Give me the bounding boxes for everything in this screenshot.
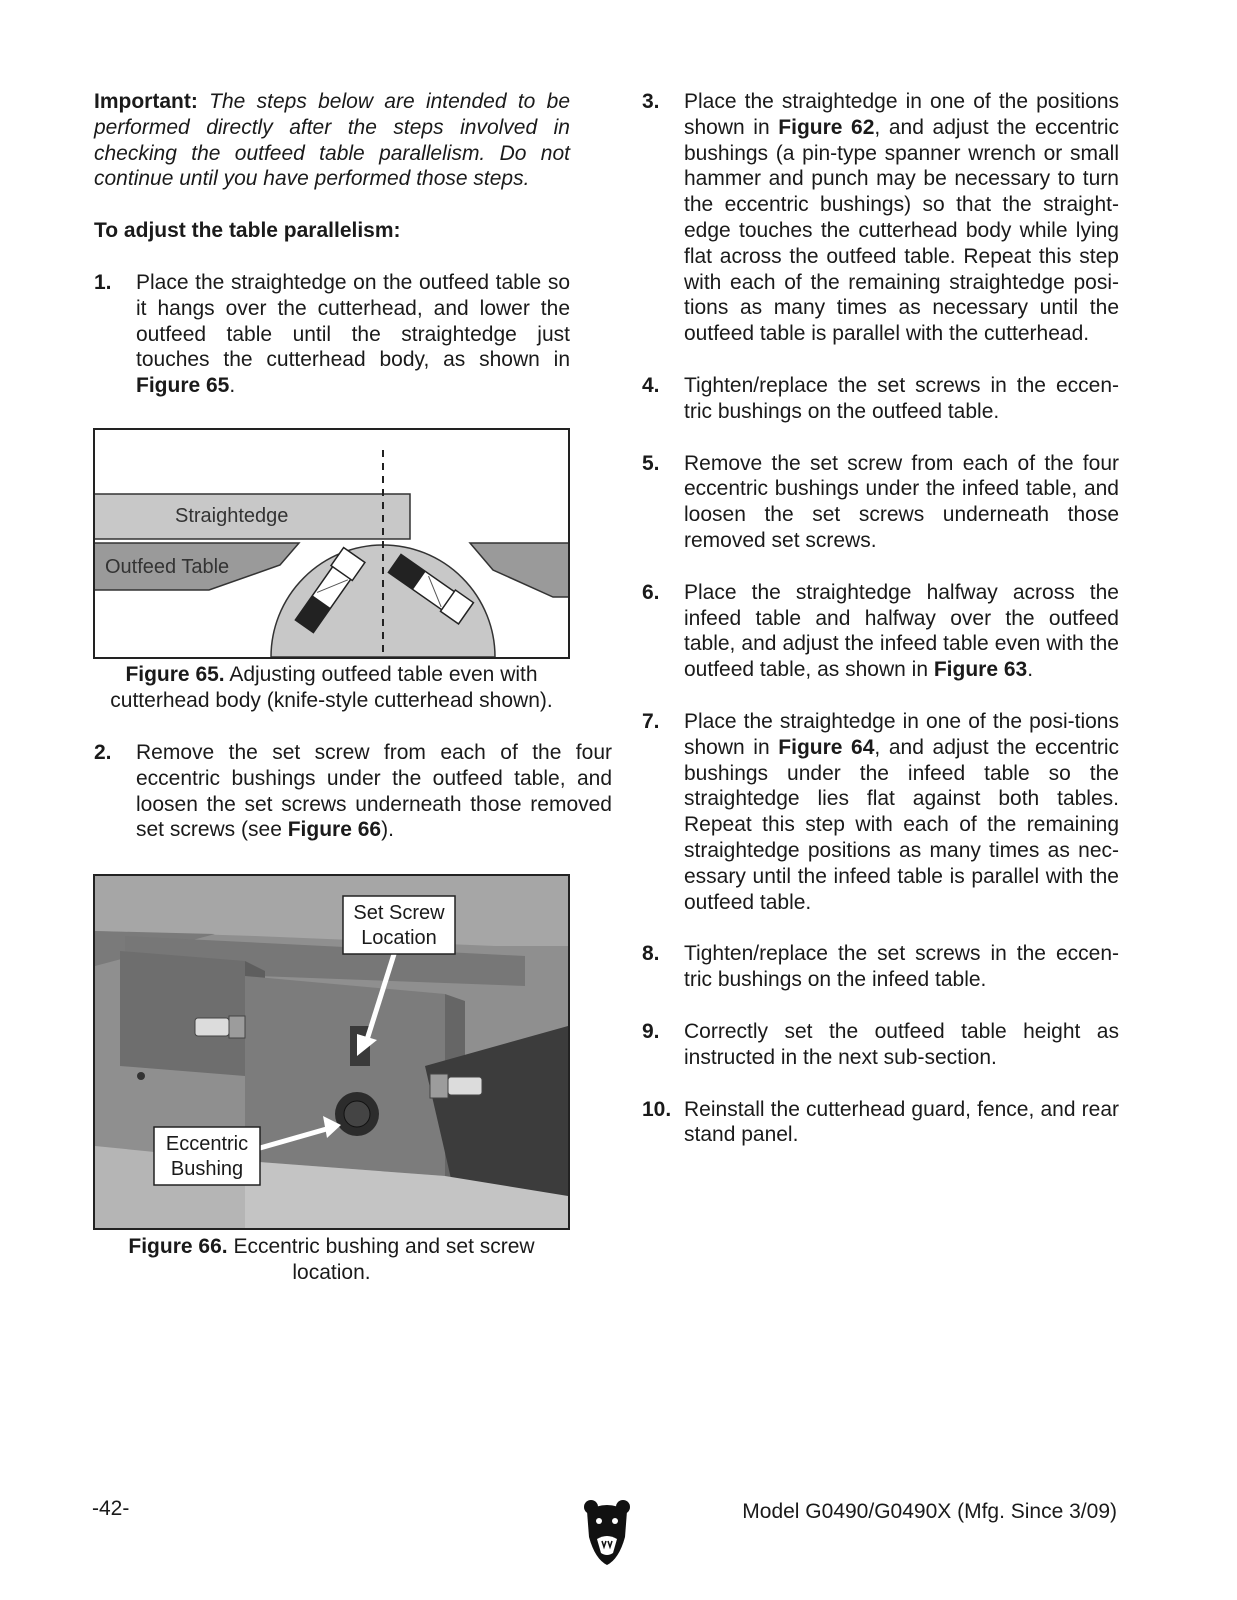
caption-text: Adjusting outfeed table even with cutterhead body (knife-style cutterhead shown). — [110, 663, 553, 712]
step-text: Place the straightedge in one of the positions shown in — [684, 90, 1119, 139]
figure-reference: Figure 63 — [933, 658, 1028, 682]
step-4 — [642, 373, 1119, 425]
figure-reference: Figure 65 — [136, 374, 230, 398]
step-number: 7. — [642, 709, 660, 733]
step-9 — [642, 1019, 1119, 1071]
step-text-end: ). — [381, 818, 394, 842]
outfeed-table-label: Outfeed Table — [105, 556, 230, 578]
step-number: 1. — [94, 270, 112, 294]
figure-reference: Figure 64 — [778, 735, 875, 759]
caption-text: Eccentric bushing and set screw location. — [233, 1235, 535, 1284]
important-body: The steps below are intended to be performed directly after the steps involved in checking the outfeed table parallelism. Do not continue until you have performed those steps. — [94, 90, 570, 191]
bushing-callout-line1: Eccentric — [165, 1133, 249, 1155]
step-text-end: , and adjust the eccentric bushings under the infeed table so the straightedge lies flat against both tables. Repeat this step with each of the remaining straightedge positions as many times as nec-essary until the infeed table is parallel with the outfeed table. — [684, 735, 1119, 914]
step-text-end: . — [229, 374, 236, 398]
cutterhead-diagram — [95, 430, 568, 657]
caption-lead: Figure 66. — [128, 1235, 228, 1258]
step-text: Correctly set the outfeed table height as instructed in the next sub-section. — [684, 1019, 1119, 1069]
left-set-screw-icon — [195, 1016, 245, 1038]
step-text-end: . — [1027, 658, 1034, 682]
section-subheading: To adjust the table parallelism: — [94, 219, 401, 243]
step-6 — [642, 580, 1119, 683]
step-text: Tighten/replace the set screws in the eccen-tric bushings on the infeed table. — [684, 942, 1119, 992]
model-info: Model G0490/G0490X (Mfg. Since 3/09) — [742, 1500, 1117, 1523]
right-column — [642, 89, 1119, 1174]
step-number: 10. — [642, 1097, 672, 1121]
step-5 — [642, 451, 1119, 554]
bushing-photo — [95, 876, 568, 1228]
step-3 — [642, 89, 1119, 347]
figure-65-caption — [93, 662, 570, 714]
step-number: 3. — [642, 90, 660, 113]
important-lead: Important: — [94, 90, 198, 113]
page-number: -42- — [92, 1497, 130, 1520]
bear-logo-icon — [583, 1497, 631, 1567]
important-note — [94, 89, 570, 192]
step-text: Tighten/replace the set screws in the eccen-tric bushings on the outfeed table. — [684, 373, 1119, 423]
step-number: 9. — [642, 1019, 660, 1043]
set-screw-callout-line1: Set Screw — [353, 902, 445, 924]
caption-lead: Figure 65. — [125, 663, 225, 686]
step-text: Place the straightedge in one of the posi-tions shown in — [684, 709, 1119, 759]
step-text: Place the straightedge on the outfeed table so it hangs over the cutterhead, and lower the outfeed table until the straightedge just touches the cutterhead body, as shown in — [136, 270, 570, 372]
step-2 — [94, 740, 612, 843]
figure-reference: Figure 62 — [778, 115, 875, 139]
figure-reference: Figure 66 — [287, 818, 382, 842]
figure-66-photo — [93, 874, 570, 1230]
step-text: Reinstall the cutterhead guard, fence, and rear stand panel. — [684, 1097, 1119, 1147]
step-text-end: , and adjust the eccentric bushings (a pin-type spanner wrench or small hammer and punch may be necessary to turn the eccentric bushings) so that the straight-edge touches the cutterhead body while lying flat across the outfeed table. Repeat this step with each of the remaining straightedge posi-tions as many times as necessary until the outfeed table is parallel with the cutterhead. — [684, 115, 1119, 346]
eccentric-bushing-icon — [335, 1092, 379, 1136]
step-text: Remove the set screw from each of the four eccentric bushings under the infeed table, and loosen the set screws underneath those removed set screws. — [684, 451, 1119, 552]
step-number: 8. — [642, 942, 660, 966]
step-text: Place the straightedge halfway across the infeed table and halfway over the outfeed table, and adjust the infeed table even with the outfeed table, as shown in — [684, 580, 1119, 682]
step-text: Remove the set screw from each of the four eccentric bushings under the outfeed table, and loosen the set screws underneath those removed set screws (see — [136, 741, 612, 842]
step-7 — [642, 709, 1119, 915]
step-10 — [642, 1097, 1119, 1149]
bushing-callout-line2: Bushing — [170, 1158, 244, 1180]
infeed-table-shape — [470, 543, 568, 597]
step-number: 4. — [642, 373, 660, 397]
step-number: 6. — [642, 580, 660, 604]
set-screw-callout-line2: Location — [361, 927, 437, 949]
step-1 — [94, 270, 570, 399]
figure-65-diagram — [93, 428, 570, 659]
step-number: 2. — [94, 741, 112, 764]
right-set-screw-icon — [430, 1074, 482, 1098]
straightedge-label: Straightedge — [175, 505, 289, 527]
left-column — [94, 89, 570, 399]
step-8 — [642, 941, 1119, 993]
figure-66-caption — [93, 1234, 570, 1286]
step-number: 5. — [642, 451, 660, 475]
